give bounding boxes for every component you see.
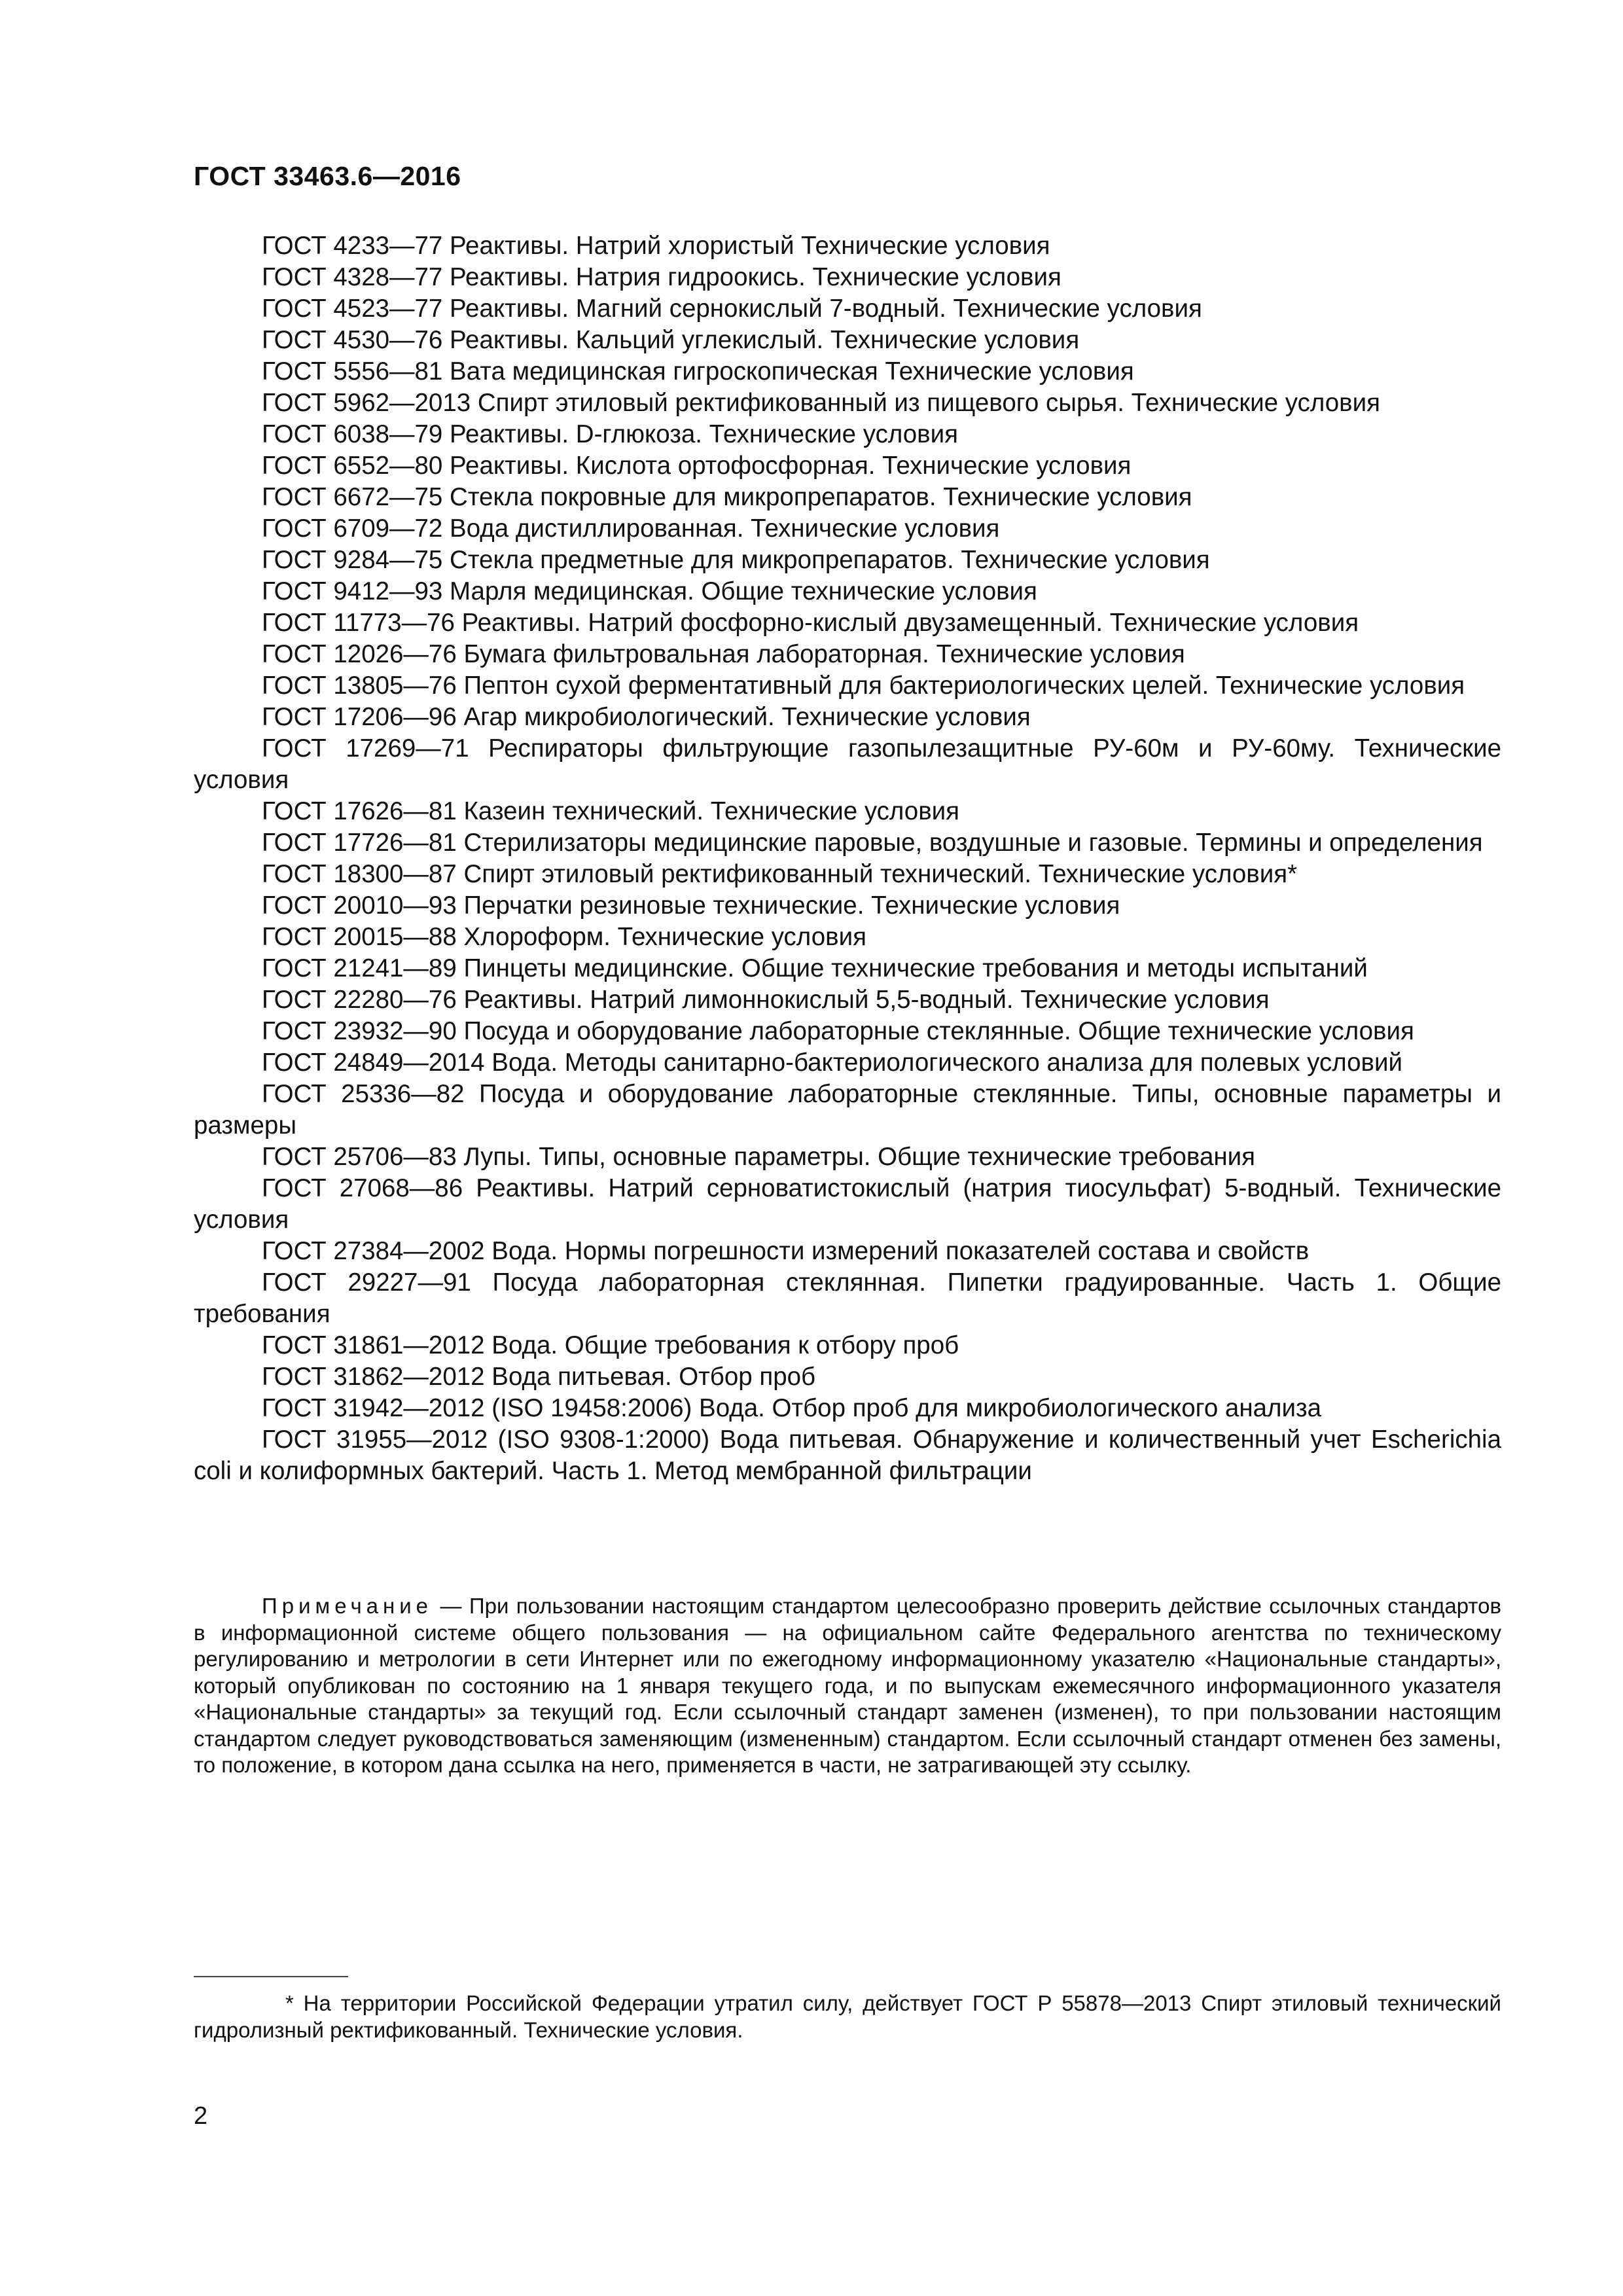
reference-item: ГОСТ 27068—86 Реактивы. Натрий серноватистокислый (натрия тиосульфат) 5-водный. Технические условия [194, 1174, 1501, 1234]
reference-item: ГОСТ 4233—77 Реактивы. Натрий хлористый Технические условия [262, 232, 1050, 260]
reference-item: ГОСТ 4530—76 Реактивы. Кальций углекислый. Технические условия [262, 326, 1080, 354]
reference-item: ГОСТ 17626—81 Казеин технический. Технические условия [262, 797, 960, 825]
reference-item: ГОСТ 4328—77 Реактивы. Натрия гидроокись. Технические условия [262, 263, 1061, 291]
reference-item: ГОСТ 31955—2012 (ISO 9308-1:2000) Вода питьевая. Обнаружение и количественный учет Escherichia coli и колиформных бактерий. Часть 1. Метод мембранной фильтрации [194, 1426, 1501, 1485]
reference-item: ГОСТ 31861—2012 Вода. Общие требования к отбору проб [262, 1331, 959, 1359]
reference-item: ГОСТ 31862—2012 Вода питьевая. Отбор проб [262, 1363, 816, 1391]
footnote: * На территории Российской Федерации утратил силу, действует ГОСТ Р 55878—2013 Спирт этиловый технический гидролизный ректификованный. Технические условия. [194, 1991, 1501, 2042]
reference-item: ГОСТ 5556—81 Вата медицинская гигроскопическая Технические условия [262, 357, 1134, 386]
note-label: Примечание [262, 1594, 433, 1618]
note-paragraph [194, 1593, 1501, 1779]
reference-item: ГОСТ 27384—2002 Вода. Нормы погрешности измерений показателей состава и свойств [262, 1237, 1310, 1265]
reference-item: ГОСТ 12026—76 Бумага фильтровальная лабораторная. Технические условия [262, 640, 1185, 668]
normative-references-list [194, 230, 1501, 1487]
reference-item: ГОСТ 9412—93 Марля медицинская. Общие технические условия [262, 577, 1037, 605]
reference-item: ГОСТ 29227—91 Посуда лабораторная стеклянная. Пипетки градуированные. Часть 1. Общие требования [194, 1268, 1501, 1328]
reference-item: ГОСТ 9284—75 Стекла предметные для микропрепаратов. Технические условия [262, 546, 1210, 574]
reference-item: ГОСТ 13805—76 Пептон сухой ферментативный для бактериологических целей. Технические условия [262, 672, 1465, 700]
reference-item: ГОСТ 22280—76 Реактивы. Натрий лимоннокислый 5,5-водный. Технические условия [262, 986, 1270, 1014]
footnote-divider [194, 1976, 348, 1977]
note-text: — При пользовании настоящим стандартом целесообразно проверить действие ссылочных стандартов в информационной системе общего пользования — на официальном сайте Федерального агентства по техническому регулированию и метрологии в сети Интернет или по ежегодному информационному указателю «Национальные стандарты», который опубликован по состоянию на 1 января текущего года, и по выпускам ежемесячного информационного указателя «Национальные стандарты» за текущий год. Если ссылочный стандарт заменен (изменен), то при пользовании настоящим стандартом следует руководствоваться заменяющим (измененным) стандартом. Если ссылочный стандарт отменен без замены, то положение, в котором дана ссылка на него, применяется в части, не затрагивающей эту ссылку. [194, 1594, 1501, 1777]
reference-item: ГОСТ 4523—77 Реактивы. Магний сернокислый 7-водный. Технические условия [262, 295, 1202, 323]
page-header-title: ГОСТ 33463.6—2016 [194, 161, 461, 191]
reference-item: ГОСТ 6038—79 Реактивы. D-глюкоза. Технические условия [262, 420, 958, 448]
reference-item: ГОСТ 6709—72 Вода дистиллированная. Технические условия [262, 514, 1000, 543]
reference-item: ГОСТ 25706—83 Лупы. Типы, основные параметры. Общие технические требования [262, 1143, 1255, 1171]
page-number: 2 [194, 2102, 208, 2130]
reference-item: ГОСТ 31942—2012 (ISO 19458:2006) Вода. Отбор проб для микробиологического анализа [262, 1394, 1322, 1422]
reference-item: ГОСТ 25336—82 Посуда и оборудование лабораторные стеклянные. Типы, основные параметры и размеры [194, 1080, 1501, 1139]
reference-item: ГОСТ 23932—90 Посуда и оборудование лабораторные стеклянные. Общие технические условия [262, 1017, 1414, 1045]
reference-item: ГОСТ 24849—2014 Вода. Методы санитарно-бактериологического анализа для полевых условий [262, 1049, 1402, 1077]
reference-item: ГОСТ 5962—2013 Спирт этиловый ректификованный из пищевого сырья. Технические условия [262, 389, 1380, 417]
reference-item: ГОСТ 18300—87 Спирт этиловый ректификованный технический. Технические условия* [262, 860, 1298, 888]
reference-item: ГОСТ 21241—89 Пинцеты медицинские. Общие технические требования и методы испытаний [262, 954, 1368, 982]
reference-item: ГОСТ 20010—93 Перчатки резиновые технические. Технические условия [262, 891, 1120, 920]
reference-item: ГОСТ 20015—88 Хлороформ. Технические условия [262, 923, 866, 951]
reference-item: ГОСТ 17726—81 Стерилизаторы медицинские паровые, воздушные и газовые. Термины и определения [262, 829, 1483, 857]
reference-item: ГОСТ 6552—80 Реактивы. Кислота ортофосфорная. Технические условия [262, 452, 1132, 480]
reference-item: ГОСТ 11773—76 Реактивы. Натрий фосфорно-кислый двузамещенный. Технические условия [262, 609, 1359, 637]
reference-item: ГОСТ 17269—71 Респираторы фильтрующие газопылезащитные РУ-60м и РУ-60му. Технические условия [194, 734, 1501, 794]
reference-item: ГОСТ 6672—75 Стекла покровные для микропрепаратов. Технические условия [262, 483, 1192, 511]
reference-item: ГОСТ 17206—96 Агар микробиологический. Технические условия [262, 703, 1031, 731]
